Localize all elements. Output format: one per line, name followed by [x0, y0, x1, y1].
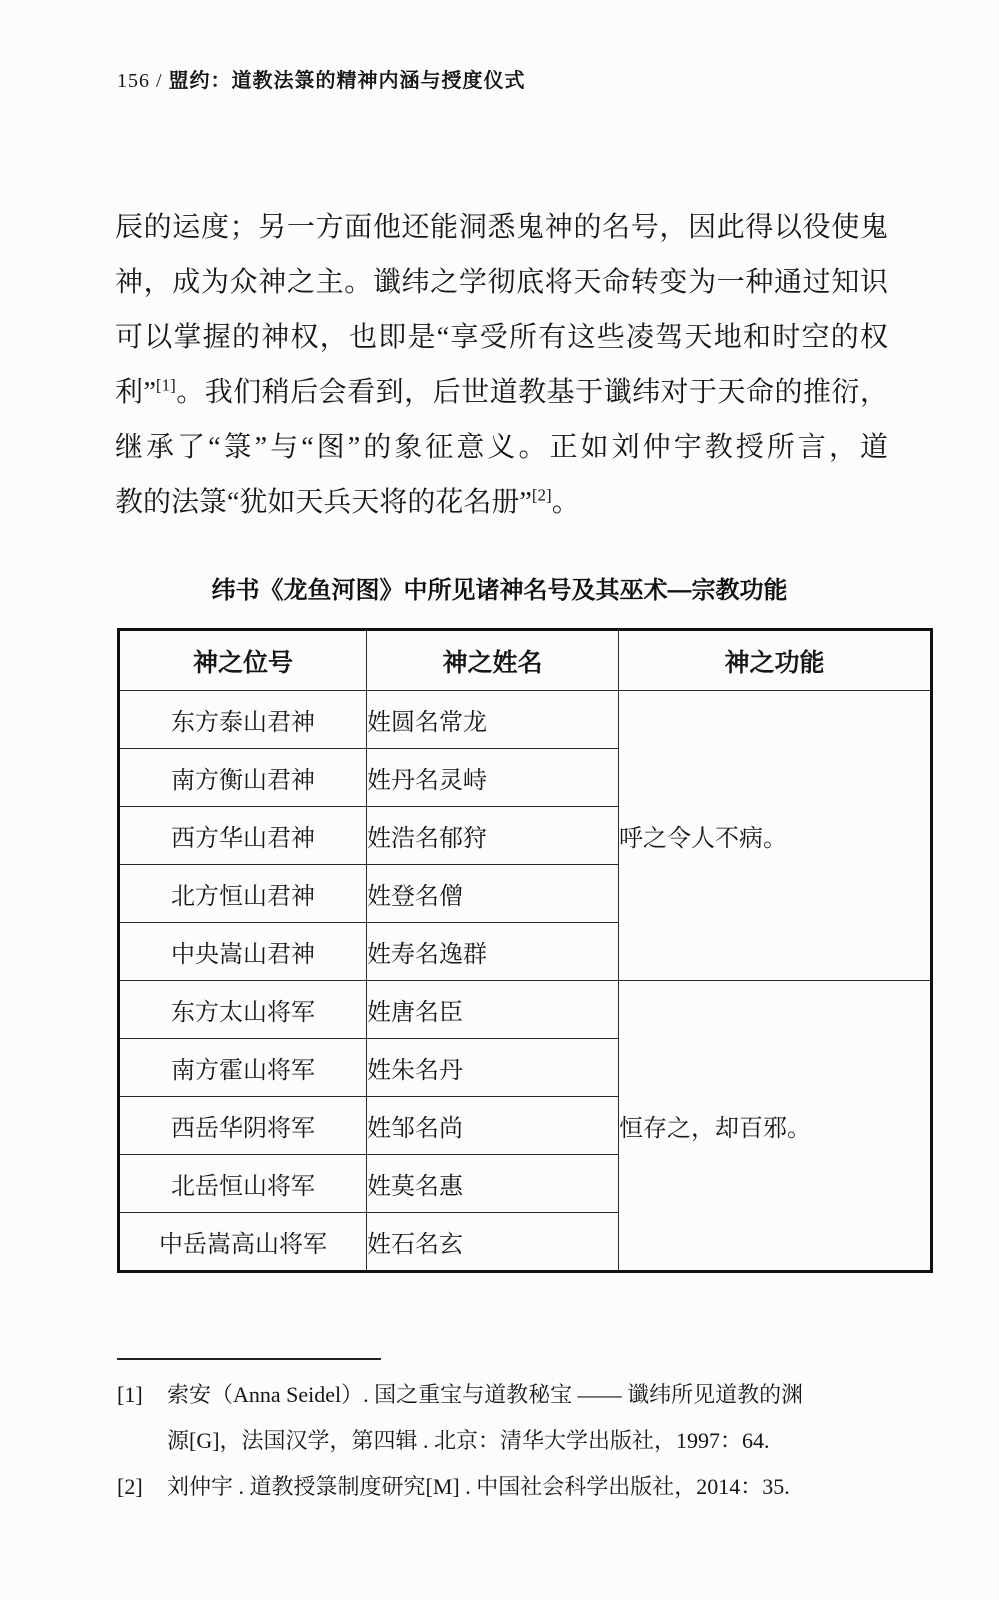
footnote-2: [117, 1464, 909, 1510]
deity-position: 东方太山将军: [119, 981, 367, 1039]
deity-name: 姓丹名灵峙: [367, 749, 619, 807]
paragraph-text: 。我们稍后会看到，后世道教基于谶纬对于天命的推衍，: [175, 377, 888, 408]
deity-position: 南方霍山将军: [119, 1039, 367, 1097]
footnotes: [117, 1372, 909, 1510]
footnote-1: [117, 1372, 909, 1464]
deity-name: 姓莫名惠: [367, 1155, 619, 1213]
paragraph-line: [115, 365, 888, 420]
deity-name: 姓石名玄: [367, 1213, 619, 1272]
deity-position: 南方衡山君神: [119, 749, 367, 807]
paragraph-text: 。: [551, 487, 580, 518]
deity-position: 中岳嵩高山将军: [119, 1213, 367, 1272]
deity-function-group-1: 呼之令人不病。: [619, 691, 932, 981]
table-row: [119, 691, 932, 749]
paragraph-line: [115, 475, 888, 530]
deity-position: 西岳华阴将军: [119, 1097, 367, 1155]
deity-table: [117, 628, 933, 1273]
deity-name: 姓寿名逸群: [367, 923, 619, 981]
deity-position: 北方恒山君神: [119, 865, 367, 923]
footnote-2-marker: [2]: [117, 1474, 143, 1499]
table-row: [119, 981, 932, 1039]
footnote-1-marker: [1]: [117, 1382, 143, 1407]
deity-name: 姓朱名丹: [367, 1039, 619, 1097]
footnote-ref-2: [2]: [531, 485, 552, 505]
column-header-position: 神之位号: [119, 630, 367, 691]
paragraph-text: 教的法箓“犹如天兵天将的花名册”: [115, 487, 532, 518]
deity-name: 姓浩名郁狩: [367, 807, 619, 865]
paragraph-line: 可以掌握的神权，也即是“享受所有这些凌驾天地和时空的权: [115, 322, 888, 353]
book-title: 盟约：道教法箓的精神内涵与授度仪式: [168, 70, 526, 92]
deity-name: 姓唐名臣: [367, 981, 619, 1039]
deity-position: 东方泰山君神: [119, 691, 367, 749]
deity-position: 中央嵩山君神: [119, 923, 367, 981]
deity-name: 姓圆名常龙: [367, 691, 619, 749]
column-header-function: 神之功能: [619, 630, 932, 691]
deity-name: 姓登名僧: [367, 865, 619, 923]
footnote-1-line-2: 源[G]，法国汉学，第四辑 . 北京：清华大学出版社，1997：64.: [167, 1428, 770, 1453]
table-header-row: [119, 630, 932, 691]
page-number: 156: [117, 70, 150, 92]
paragraph-line: 辰的运度；另一方面他还能洞悉鬼神的名号，因此得以役使鬼: [115, 212, 888, 243]
table-title: 纬书《龙鱼河图》中所见诸神名号及其巫术—宗教功能: [211, 577, 788, 604]
deity-name: 姓邹名尚: [367, 1097, 619, 1155]
column-header-name: 神之姓名: [367, 630, 619, 691]
running-head-separator: /: [150, 70, 169, 92]
deity-function-group-2: 恒存之，却百邪。: [619, 981, 932, 1272]
deity-position: 西方华山君神: [119, 807, 367, 865]
deity-position: 北岳恒山将军: [119, 1155, 367, 1213]
paragraph-text: 利”: [115, 377, 156, 408]
paragraph-line: 神，成为众神之主。谶纬之学彻底将天命转变为一种通过知识: [115, 267, 888, 298]
footnote-1-line-1: 索安（Anna Seidel）. 国之重宝与道教秘宝 —— 谶纬所见道教的渊: [167, 1382, 804, 1407]
footnote-2-line-1: 刘仲宇 . 道教授箓制度研究[M] . 中国社会科学出版社，2014：35.: [167, 1474, 790, 1499]
paragraph-line: 继承了“箓”与“图”的象征意义。正如刘仲宇教授所言，道: [115, 432, 888, 463]
footnote-separator: [117, 1358, 381, 1360]
footnote-ref-1: [1]: [155, 375, 176, 395]
body-paragraph: [115, 200, 888, 530]
running-head: [117, 64, 526, 93]
